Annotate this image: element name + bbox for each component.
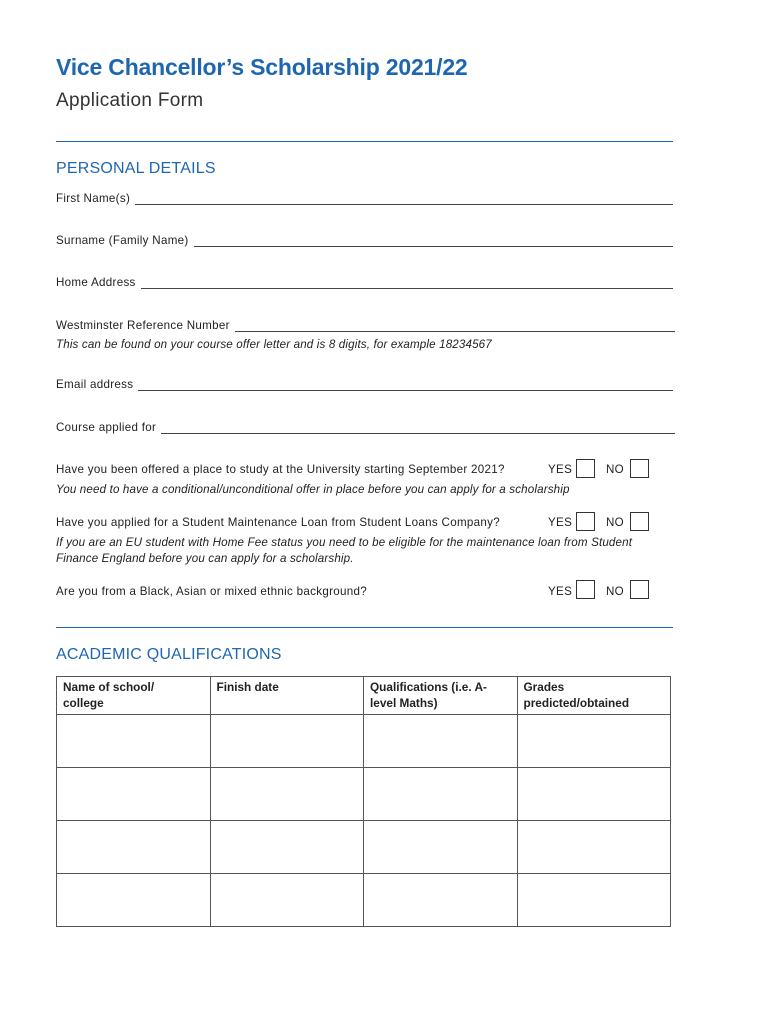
course-input-line[interactable] — [161, 421, 675, 434]
divider — [56, 141, 673, 142]
table-cell[interactable] — [517, 874, 671, 927]
section-heading-academic: ACADEMIC QUALIFICATIONS — [56, 646, 282, 663]
home-address-input-line[interactable] — [141, 276, 673, 289]
table-row — [57, 874, 671, 927]
table-cell[interactable] — [364, 768, 518, 821]
loan-no-checkbox[interactable] — [630, 512, 649, 531]
column-header-text: college — [63, 696, 104, 710]
first-name-field[interactable] — [56, 192, 673, 205]
column-header-text: level Maths) — [370, 696, 438, 710]
table-cell[interactable] — [210, 874, 364, 927]
first-name-input-line[interactable] — [135, 192, 673, 205]
table-cell[interactable] — [57, 768, 211, 821]
surname-label: Surname (Family Name) — [56, 234, 189, 247]
table-cell[interactable] — [364, 874, 518, 927]
table-cell[interactable] — [364, 821, 518, 874]
surname-field[interactable] — [56, 234, 673, 247]
column-header-text: Finish date — [216, 680, 279, 694]
reference-number-hint: This can be found on your course offer letter and is 8 digits, for example 18234567 — [56, 338, 492, 351]
table-row — [57, 768, 671, 821]
table-cell[interactable] — [364, 715, 518, 768]
loan-hint-line-2: Finance England before you can apply for a scholarship. — [56, 552, 354, 565]
table-row — [57, 821, 671, 874]
loan-yes-label: YES — [548, 516, 573, 529]
offer-yes-label: YES — [548, 463, 573, 476]
reference-number-input-line[interactable] — [235, 319, 675, 332]
home-address-field[interactable] — [56, 276, 673, 289]
table-cell[interactable] — [517, 821, 671, 874]
loan-yes-checkbox[interactable] — [576, 512, 595, 531]
reference-number-field[interactable] — [56, 319, 675, 332]
column-header-text: Name of school/ — [63, 680, 155, 694]
offer-hint: You need to have a conditional/unconditional offer in place before you can apply for a scholarship — [56, 483, 570, 496]
table-cell[interactable] — [210, 715, 364, 768]
ethnicity-yes-label: YES — [548, 585, 573, 598]
table-cell[interactable] — [57, 874, 211, 927]
table-cell[interactable] — [517, 715, 671, 768]
column-header-school — [57, 677, 211, 715]
column-header-text: Qualifications (i.e. A- — [370, 680, 487, 694]
loan-no-label: NO — [606, 516, 624, 529]
course-label: Course applied for — [56, 421, 157, 434]
loan-hint-line-1: If you are an EU student with Home Fee status you need to be eligible for the maintenance loan from Student — [56, 536, 633, 549]
divider — [56, 627, 673, 628]
column-header-qualifications — [364, 677, 518, 715]
column-header-grades — [517, 677, 671, 715]
page-title: Vice Chancellor’s Scholarship 2021/22 — [56, 54, 468, 80]
offer-question: Have you been offered a place to study at the University starting September 2021? — [56, 463, 505, 476]
reference-number-label: Westminster Reference Number — [56, 319, 230, 332]
loan-question: Have you applied for a Student Maintenance Loan from Student Loans Company? — [56, 516, 501, 529]
ethnicity-question: Are you from a Black, Asian or mixed ethnic background? — [56, 585, 368, 598]
table-cell[interactable] — [57, 715, 211, 768]
ethnicity-yes-checkbox[interactable] — [576, 580, 595, 599]
surname-input-line[interactable] — [194, 234, 673, 247]
section-heading-personal: PERSONAL DETAILS — [56, 160, 216, 177]
ethnicity-no-label: NO — [606, 585, 624, 598]
email-input-line[interactable] — [138, 378, 673, 391]
table-header-row — [57, 677, 671, 715]
email-field[interactable] — [56, 378, 673, 391]
table-cell[interactable] — [210, 821, 364, 874]
course-field[interactable] — [56, 421, 675, 434]
offer-yes-checkbox[interactable] — [576, 459, 595, 478]
first-name-label: First Name(s) — [56, 192, 131, 205]
table-row — [57, 715, 671, 768]
home-address-label: Home Address — [56, 276, 136, 289]
column-header-text: Grades predicted/obtained — [523, 680, 630, 710]
table-cell[interactable] — [517, 768, 671, 821]
offer-no-label: NO — [606, 463, 624, 476]
qualifications-table — [56, 676, 671, 927]
ethnicity-no-checkbox[interactable] — [630, 580, 649, 599]
table-cell[interactable] — [210, 768, 364, 821]
email-label: Email address — [56, 378, 134, 391]
column-header-finish-date — [210, 677, 364, 715]
table-cell[interactable] — [57, 821, 211, 874]
offer-no-checkbox[interactable] — [630, 459, 649, 478]
page-subtitle: Application Form — [56, 90, 204, 111]
